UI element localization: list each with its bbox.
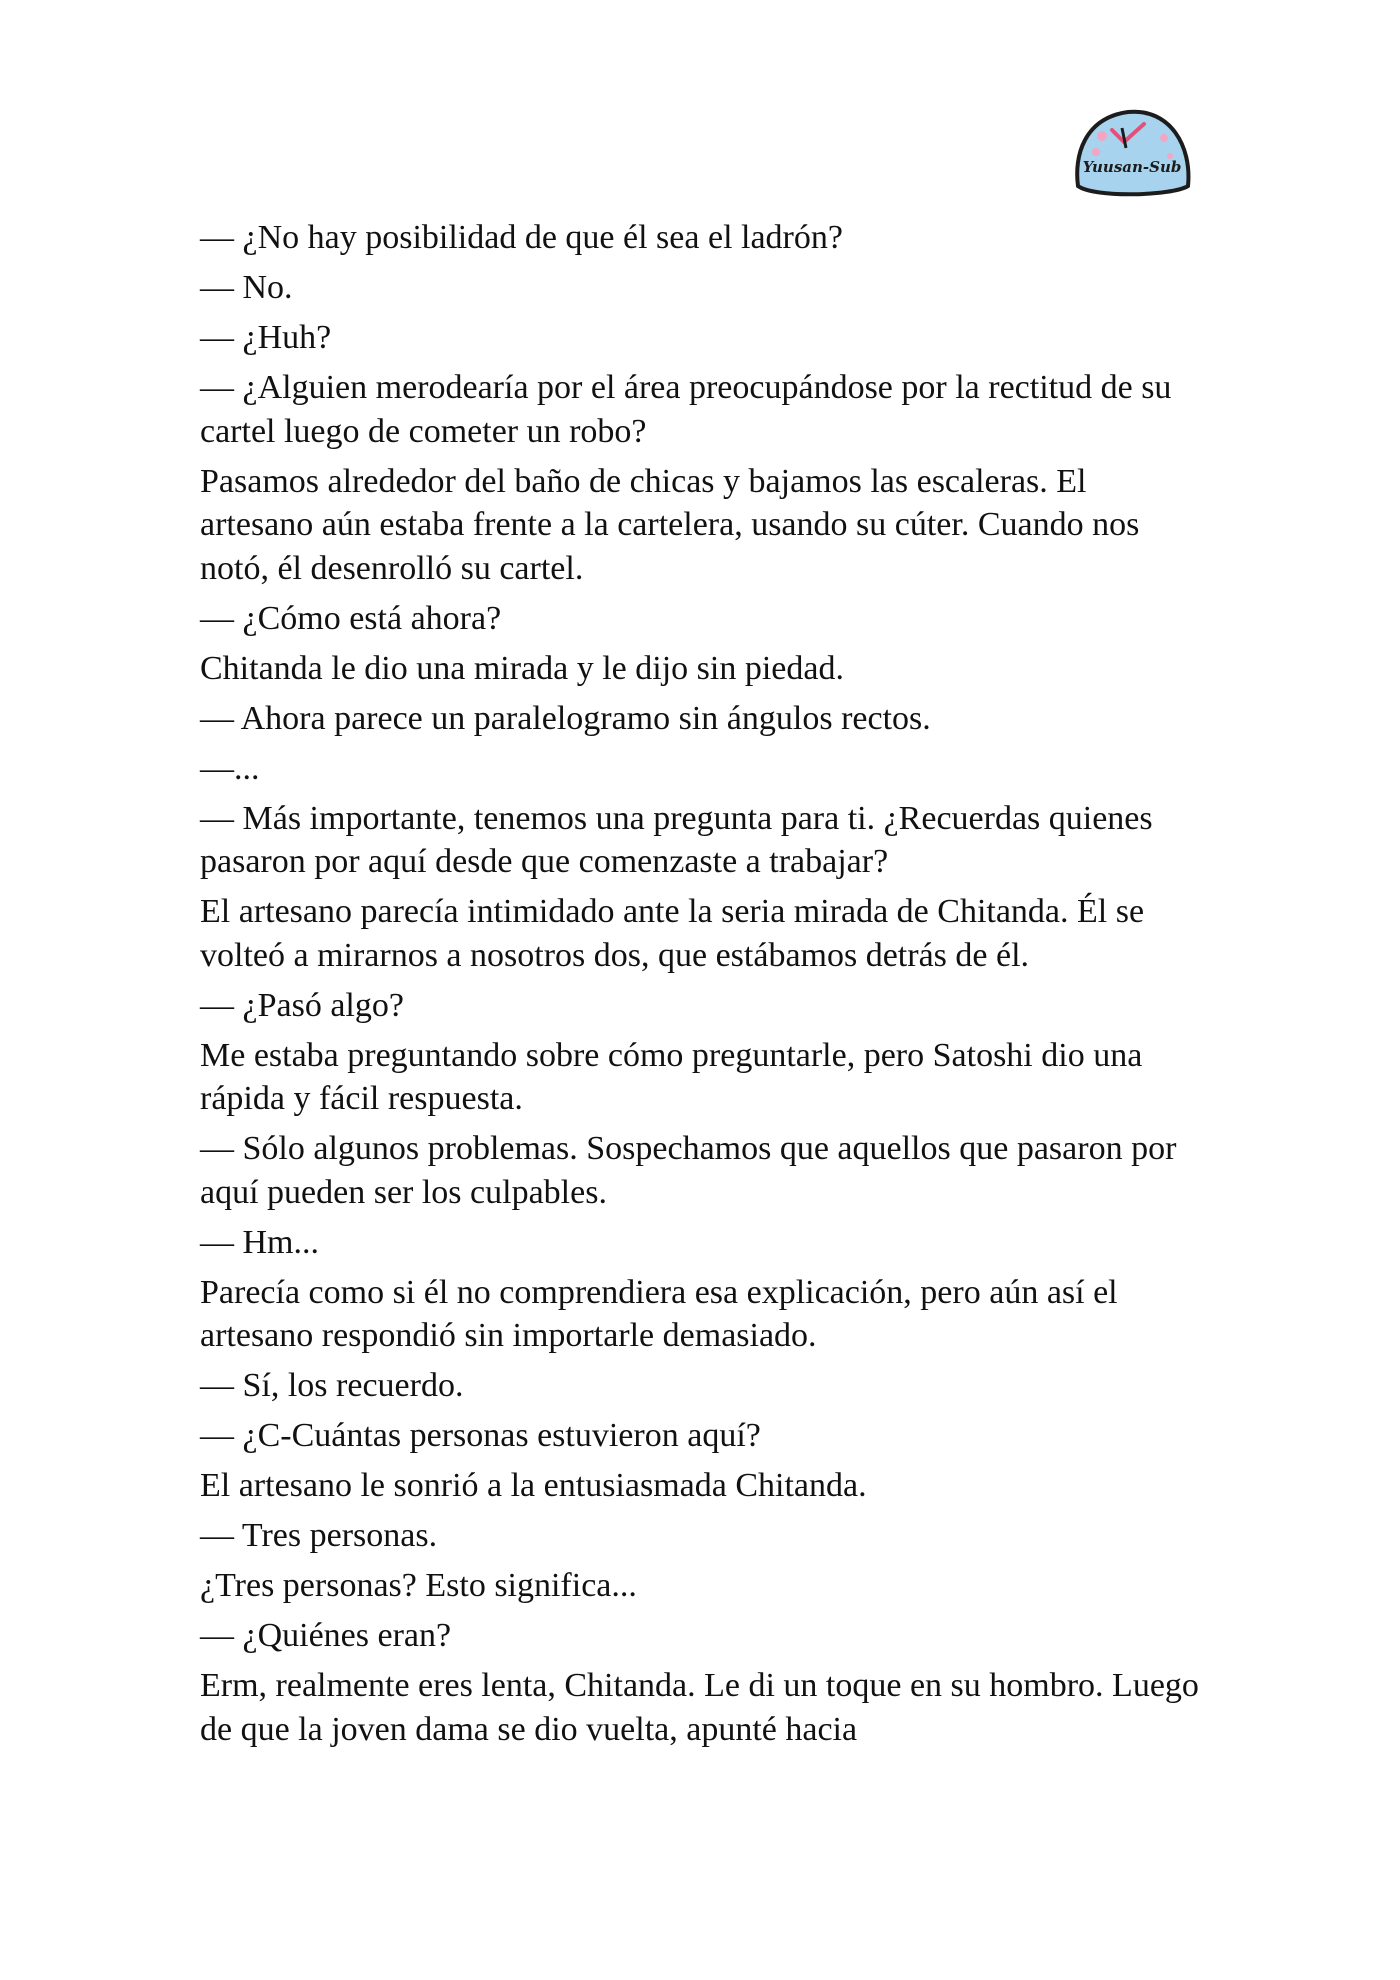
paragraph: — Sólo algunos problemas. Sospechamos que aquellos que pasaron por aquí pueden ser los culpables. (200, 1130, 1177, 1211)
paragraph: — No. (200, 269, 293, 306)
paragraph: — Sí, los recuerdo. (200, 1367, 464, 1404)
paragraph: Parecía como si él no comprendiera esa explicación, pero aún así el artesano respondió sin importarle demasiado. (200, 1273, 1118, 1354)
paragraph: — Tres personas. (200, 1517, 438, 1554)
paragraph: —... (200, 749, 260, 787)
paragraph: — ¿Huh? (200, 319, 332, 356)
paragraph: El artesano le sonrió a la entusiasmada Chitanda. (200, 1467, 867, 1504)
paragraph: — ¿C-Cuántas personas estuvieron aquí? (200, 1417, 761, 1454)
paragraph: — ¿Pasó algo? (200, 986, 404, 1024)
paragraph: Chitanda le dio una mirada y le dijo sin piedad. (200, 649, 844, 687)
paragraph: — ¿Alguien merodearía por el área preocupándose por la rectitud de su cartel luego de cometer un robo? (200, 369, 1172, 450)
logo-badge-icon (1072, 106, 1194, 198)
logo-text: Yuusan-Sub (1082, 158, 1182, 176)
text-body (200, 216, 1200, 1758)
paragraph: — Hm... (200, 1223, 319, 1261)
yuusan-sub-logo (1072, 106, 1194, 198)
paragraph: — ¿No hay posibilidad de que él sea el ladrón? (200, 219, 843, 256)
paragraph: Erm, realmente eres lenta, Chitanda. Le di un toque en su hombro. Luego de que la joven dama se dio vuelta, apunté hacia (200, 1667, 1199, 1748)
paragraph: — Ahora parece un paralelogramo sin ángulos rectos. (200, 699, 931, 737)
paragraph: ¿Tres personas? Esto significa... (200, 1567, 637, 1604)
paragraph: — ¿Quiénes eran? (200, 1617, 452, 1654)
paragraph: Pasamos alrededor del baño de chicas y bajamos las escaleras. El artesano aún estaba frente a la cartelera, usando su cúter. Cuando nos notó, él desenrolló su cartel. (200, 462, 1140, 587)
paragraph: — Más importante, tenemos una pregunta para ti. ¿Recuerdas quienes pasaron por aquí desde que comenzaste a trabajar? (200, 799, 1153, 880)
paragraph: El artesano parecía intimidado ante la seria mirada de Chitanda. Él se volteó a mirarnos a nosotros dos, que estábamos detrás de él. (200, 893, 1145, 974)
paragraph: — ¿Cómo está ahora? (200, 599, 502, 637)
paragraph: Me estaba preguntando sobre cómo preguntarle, pero Satoshi dio una rápida y fácil respuesta. (200, 1036, 1143, 1117)
